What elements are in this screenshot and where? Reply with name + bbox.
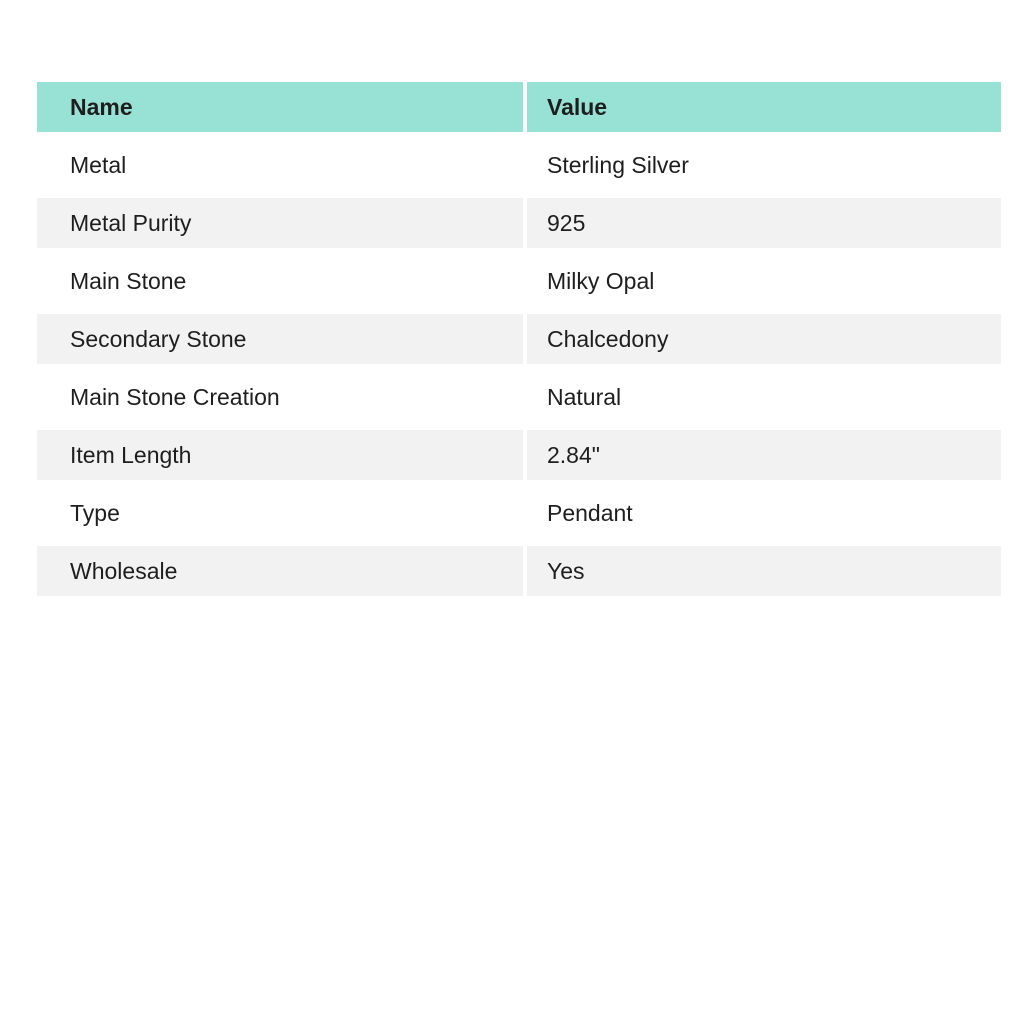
attribute-name-cell: Metal Purity	[37, 198, 523, 248]
column-header-name: Name	[37, 82, 523, 132]
table-row	[37, 488, 1001, 538]
table-header-row	[37, 82, 1001, 132]
attribute-name-cell: Item Length	[37, 430, 523, 480]
attribute-value-cell: 925	[527, 198, 1001, 248]
attribute-name-cell: Main Stone	[37, 256, 523, 306]
column-header-value: Value	[527, 82, 1001, 132]
item-specifics-section	[33, 74, 1005, 604]
table-row	[37, 256, 1001, 306]
table-row	[37, 314, 1001, 364]
attribute-name-cell: Type	[37, 488, 523, 538]
attribute-value-cell: Milky Opal	[527, 256, 1001, 306]
table-row	[37, 430, 1001, 480]
attribute-value-cell: Yes	[527, 546, 1001, 596]
attribute-value-cell: Natural	[527, 372, 1001, 422]
table-row	[37, 140, 1001, 190]
item-specifics-table	[33, 74, 1005, 604]
attribute-name-cell: Main Stone Creation	[37, 372, 523, 422]
table-row	[37, 372, 1001, 422]
table-row	[37, 198, 1001, 248]
attribute-name-cell: Wholesale	[37, 546, 523, 596]
spec-table-body	[37, 140, 1001, 596]
attribute-value-cell: Pendant	[527, 488, 1001, 538]
table-header	[37, 82, 1001, 132]
attribute-value-cell: 2.84"	[527, 430, 1001, 480]
attribute-name-cell: Metal	[37, 140, 523, 190]
table-row	[37, 546, 1001, 596]
attribute-value-cell: Sterling Silver	[527, 140, 1001, 190]
attribute-value-cell: Chalcedony	[527, 314, 1001, 364]
attribute-name-cell: Secondary Stone	[37, 314, 523, 364]
